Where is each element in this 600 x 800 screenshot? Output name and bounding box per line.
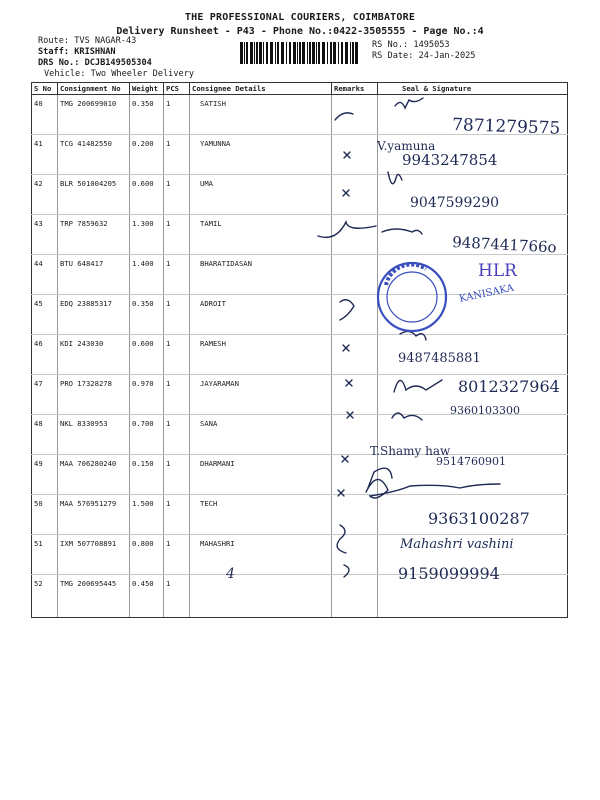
sno-cell: 40	[32, 95, 58, 135]
weight-cell: 1.400	[130, 255, 164, 295]
pcs-cell: 1	[164, 95, 190, 135]
weight-cell: 0.600	[130, 335, 164, 375]
consignee-cell: MAHASHRI	[190, 535, 332, 575]
hw-phone-46: 9487485881	[398, 351, 481, 366]
consignee-cell: JAYARAMAN	[190, 375, 332, 415]
table-row	[32, 295, 568, 335]
runsheet-table	[31, 82, 568, 618]
sno-cell: 50	[32, 495, 58, 535]
signature-cell	[378, 415, 568, 455]
col-weight: Weight	[130, 83, 164, 95]
drs-number: DRS No.: DCJB149505304	[38, 58, 152, 68]
table-row	[32, 135, 568, 175]
table-row	[32, 455, 568, 495]
weight-cell: 0.600	[130, 175, 164, 215]
hw-initials-45: HLR	[478, 261, 517, 281]
rs-number: RS No.: 1495053	[372, 40, 450, 50]
remarks-cell	[332, 215, 378, 255]
vehicle-label: Vehicle: Two Wheeler Delivery	[44, 69, 195, 79]
consignee-cell: TAMIL	[190, 215, 332, 255]
sno-cell: 51	[32, 535, 58, 575]
table-row	[32, 175, 568, 215]
runsheet-title: Delivery Runsheet - P43 - Phone No.:0422-3505555 - Page No.:4	[116, 26, 484, 37]
col-signature: Seal & Signature	[378, 83, 568, 95]
table-row	[32, 255, 568, 295]
consignee-cell: DHARMANI	[190, 455, 332, 495]
sno-cell: 49	[32, 455, 58, 495]
hw-name-51: Mahashri vashini	[400, 537, 514, 552]
table-row	[32, 215, 568, 255]
table-row	[32, 335, 568, 375]
remarks-cell	[332, 95, 378, 135]
consignment-cell: PRO 17328278	[58, 375, 130, 415]
weight-cell: 0.200	[130, 135, 164, 175]
pcs-cell: 1	[164, 535, 190, 575]
signature-cell	[378, 295, 568, 335]
remarks-cell	[332, 575, 378, 618]
consignment-cell: BTU 648417	[58, 255, 130, 295]
signature-cell	[378, 575, 568, 618]
pcs-cell: 1	[164, 215, 190, 255]
hw-phone-42: 9047599290	[410, 195, 500, 211]
signature-cell	[378, 215, 568, 255]
col-consignee: Consignee Details	[190, 83, 332, 95]
consignment-cell: MAA 706280240	[58, 455, 130, 495]
sno-cell: 42	[32, 175, 58, 215]
consignee-cell: TECH	[190, 495, 332, 535]
weight-cell: 0.150	[130, 455, 164, 495]
weight-cell: 1.300	[130, 215, 164, 255]
sno-cell: 45	[32, 295, 58, 335]
consignee-cell: RAMESH	[190, 335, 332, 375]
pcs-cell: 1	[164, 415, 190, 455]
consignment-cell: MAA 576951279	[58, 495, 130, 535]
route-label: Route: TVS NAGAR-43	[38, 36, 137, 46]
weight-cell: 0.350	[130, 95, 164, 135]
consignee-cell: SANA	[190, 415, 332, 455]
table-row	[32, 415, 568, 455]
remarks-cell	[332, 135, 378, 175]
consignment-cell: TRP 7859632	[58, 215, 130, 255]
pcs-cell: 1	[164, 175, 190, 215]
sno-cell: 46	[32, 335, 58, 375]
hw-phone-52: 9159099994	[398, 564, 500, 583]
sno-cell: 44	[32, 255, 58, 295]
consignment-cell: EDQ 23885317	[58, 295, 130, 335]
table-row	[32, 495, 568, 535]
weight-cell: 0.970	[130, 375, 164, 415]
weight-cell: 0.350	[130, 295, 164, 335]
consignment-cell: TCG 41482550	[58, 135, 130, 175]
weight-cell: 1.500	[130, 495, 164, 535]
remarks-cell	[332, 535, 378, 575]
remarks-cell	[332, 375, 378, 415]
company-title: THE PROFESSIONAL COURIERS, COIMBATORE	[184, 12, 416, 23]
sno-cell: 43	[32, 215, 58, 255]
consignee-cell: UMA	[190, 175, 332, 215]
col-sno: S No	[32, 83, 58, 95]
sno-cell: 47	[32, 375, 58, 415]
hw-phone-51: 9363100287	[428, 509, 530, 528]
pcs-cell: 1	[164, 295, 190, 335]
hw-phone-41: 9943247854	[402, 151, 498, 169]
table-header-row	[32, 83, 568, 95]
hw-mark-52: 4	[226, 566, 235, 582]
consignee-cell: BHARATIDASAN	[190, 255, 332, 295]
pcs-cell: 1	[164, 135, 190, 175]
consignee-cell: ADROIT	[190, 295, 332, 335]
signature-cell	[378, 175, 568, 215]
signature-cell	[378, 255, 568, 295]
weight-cell: 0.450	[130, 575, 164, 618]
consignee-cell: YAMUNNA	[190, 135, 332, 175]
consignee-cell	[190, 575, 332, 618]
signature-cell	[378, 535, 568, 575]
signature-cell	[378, 455, 568, 495]
signature-cell	[378, 95, 568, 135]
hw-phone-40: 7871279575	[451, 115, 561, 139]
table-row	[32, 535, 568, 575]
signature-cell	[378, 495, 568, 535]
consignment-cell: KDI 243030	[58, 335, 130, 375]
remarks-cell	[332, 335, 378, 375]
signature-cell	[378, 335, 568, 375]
hw-phone-47: 8012327964	[458, 377, 560, 396]
hw-name-41: V.yamuna	[377, 139, 436, 153]
hw-name-49: T.Shamy haw	[370, 444, 451, 458]
hw-phone-48: 9360103300	[450, 404, 520, 417]
pcs-cell: 1	[164, 575, 190, 618]
remarks-cell	[332, 495, 378, 535]
sno-cell: 41	[32, 135, 58, 175]
weight-cell: 0.700	[130, 415, 164, 455]
consignment-cell: IXM 507708891	[58, 535, 130, 575]
hw-phone-43: 9487441766o	[451, 233, 558, 257]
consignment-cell: TMG 200695445	[58, 575, 130, 618]
signature-cell	[378, 135, 568, 175]
pcs-cell: 1	[164, 335, 190, 375]
remarks-cell	[332, 415, 378, 455]
table-row	[32, 575, 568, 618]
hw-phone-49: 9514760901	[436, 455, 506, 468]
consignment-cell: NKL 8330953	[58, 415, 130, 455]
col-pcs: PCS	[164, 83, 190, 95]
signature-cell	[378, 375, 568, 415]
remarks-cell	[332, 255, 378, 295]
consignment-cell: BLR 501004205	[58, 175, 130, 215]
staff-label: Staff: KRISHNAN	[38, 47, 116, 57]
col-consignment: Consignment No	[58, 83, 130, 95]
table-row	[32, 375, 568, 415]
pcs-cell: 1	[164, 255, 190, 295]
pcs-cell: 1	[164, 375, 190, 415]
table-row	[32, 95, 568, 135]
consignment-cell: TMG 200699010	[58, 95, 130, 135]
remarks-cell	[332, 455, 378, 495]
col-remarks: Remarks	[332, 83, 378, 95]
pcs-cell: 1	[164, 455, 190, 495]
consignee-cell: SATISH	[190, 95, 332, 135]
remarks-cell	[332, 295, 378, 335]
pcs-cell: 1	[164, 495, 190, 535]
remarks-cell	[332, 175, 378, 215]
hw-stamp-45: KANISAKA	[458, 282, 515, 305]
barcode-icon	[240, 42, 358, 64]
sno-cell: 48	[32, 415, 58, 455]
rs-date: RS Date: 24-Jan-2025	[372, 51, 476, 61]
sno-cell: 52	[32, 575, 58, 618]
weight-cell: 0.800	[130, 535, 164, 575]
